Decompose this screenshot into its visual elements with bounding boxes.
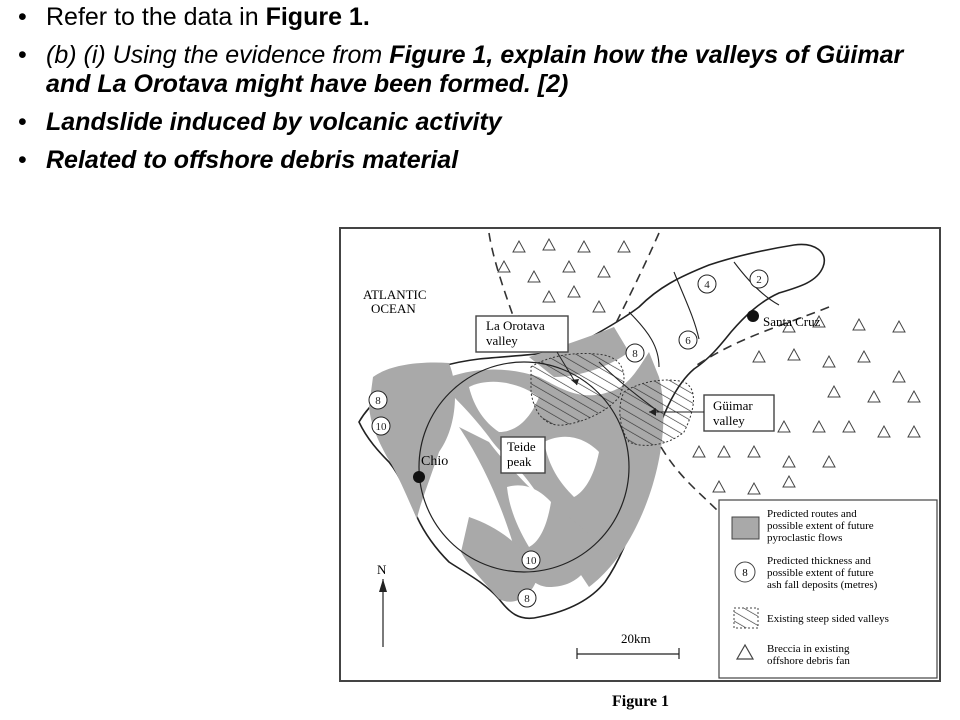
- bullet-list: [18, 0, 953, 175]
- guimar-label-2: valley: [713, 413, 745, 428]
- bullet-answer-2-text: Related to offshore debris material: [46, 146, 459, 174]
- legend-ashfall-symbol: 8: [742, 567, 748, 579]
- legend-text-1a: Predicted routes and: [767, 508, 857, 520]
- bullet-symbol: •: [18, 3, 27, 31]
- chio-marker: [413, 471, 425, 483]
- legend-text-1b: possible extent of future: [767, 520, 874, 532]
- contour-value: 10: [525, 555, 537, 567]
- figure-1-map: [339, 227, 942, 683]
- bullet-refer-text: Refer to the data in: [46, 3, 266, 31]
- legend: [719, 500, 937, 678]
- legend-swatch-valleys: [734, 608, 758, 628]
- contour-value: 8: [524, 593, 530, 605]
- svg-text:N: N: [377, 562, 387, 577]
- ocean-label-2: OCEAN: [371, 301, 416, 316]
- contour-value: 8: [632, 348, 638, 360]
- teide-label-1: Teide: [507, 439, 536, 454]
- bullet-symbol: •: [18, 108, 27, 136]
- contour-value: 4: [704, 279, 710, 291]
- santa-cruz-marker: [747, 310, 759, 322]
- contour-value: 8: [375, 395, 381, 407]
- contour-value: 6: [685, 335, 691, 347]
- bullet-symbol: •: [18, 146, 27, 174]
- legend-text-2c: ash fall deposits (metres): [767, 579, 878, 591]
- legend-swatch-pyroclastic: [732, 517, 759, 539]
- contour-value: 10: [375, 421, 387, 433]
- legend-text-4a: Breccia in existing: [767, 643, 850, 655]
- teide-label-2: peak: [507, 454, 532, 469]
- ocean-label-1: ATLANTIC: [363, 287, 427, 302]
- contour-value: 2: [756, 274, 762, 286]
- legend-text-2b: possible extent of future: [767, 567, 874, 579]
- figure-caption: Figure 1: [612, 693, 670, 710]
- bullet-question-part1: (b) (i) Using the evidence from: [46, 41, 390, 69]
- bullet-question-part2: Figure 1, explain how the valleys of Güimar and La Orotava might have been formed. [2): [46, 41, 904, 98]
- bullet-question: [18, 41, 953, 99]
- svg-text:20km: 20km: [621, 631, 651, 646]
- bullet-answer-1-text: Landslide induced by volcanic activity: [46, 108, 502, 136]
- orotava-label-2: valley: [486, 333, 518, 348]
- orotava-label-1: La Orotava: [486, 318, 545, 333]
- chio-label: Chio: [421, 454, 449, 469]
- bullet-symbol: •: [18, 41, 27, 69]
- bullet-refer-figure: Figure 1.: [265, 3, 370, 31]
- bullet-refer: [18, 3, 953, 32]
- guimar-label-1: Güimar: [713, 398, 753, 413]
- legend-text-4b: offshore debris fan: [767, 655, 850, 667]
- legend-text-1c: pyroclastic flows: [767, 532, 843, 544]
- santa-cruz-label: Santa Cruz: [763, 314, 821, 329]
- bullet-answer-2: [18, 146, 953, 175]
- legend-text-3a: Existing steep sided valleys: [767, 613, 889, 625]
- legend-text-2a: Predicted thickness and: [767, 555, 871, 567]
- bullet-answer-1: [18, 108, 953, 137]
